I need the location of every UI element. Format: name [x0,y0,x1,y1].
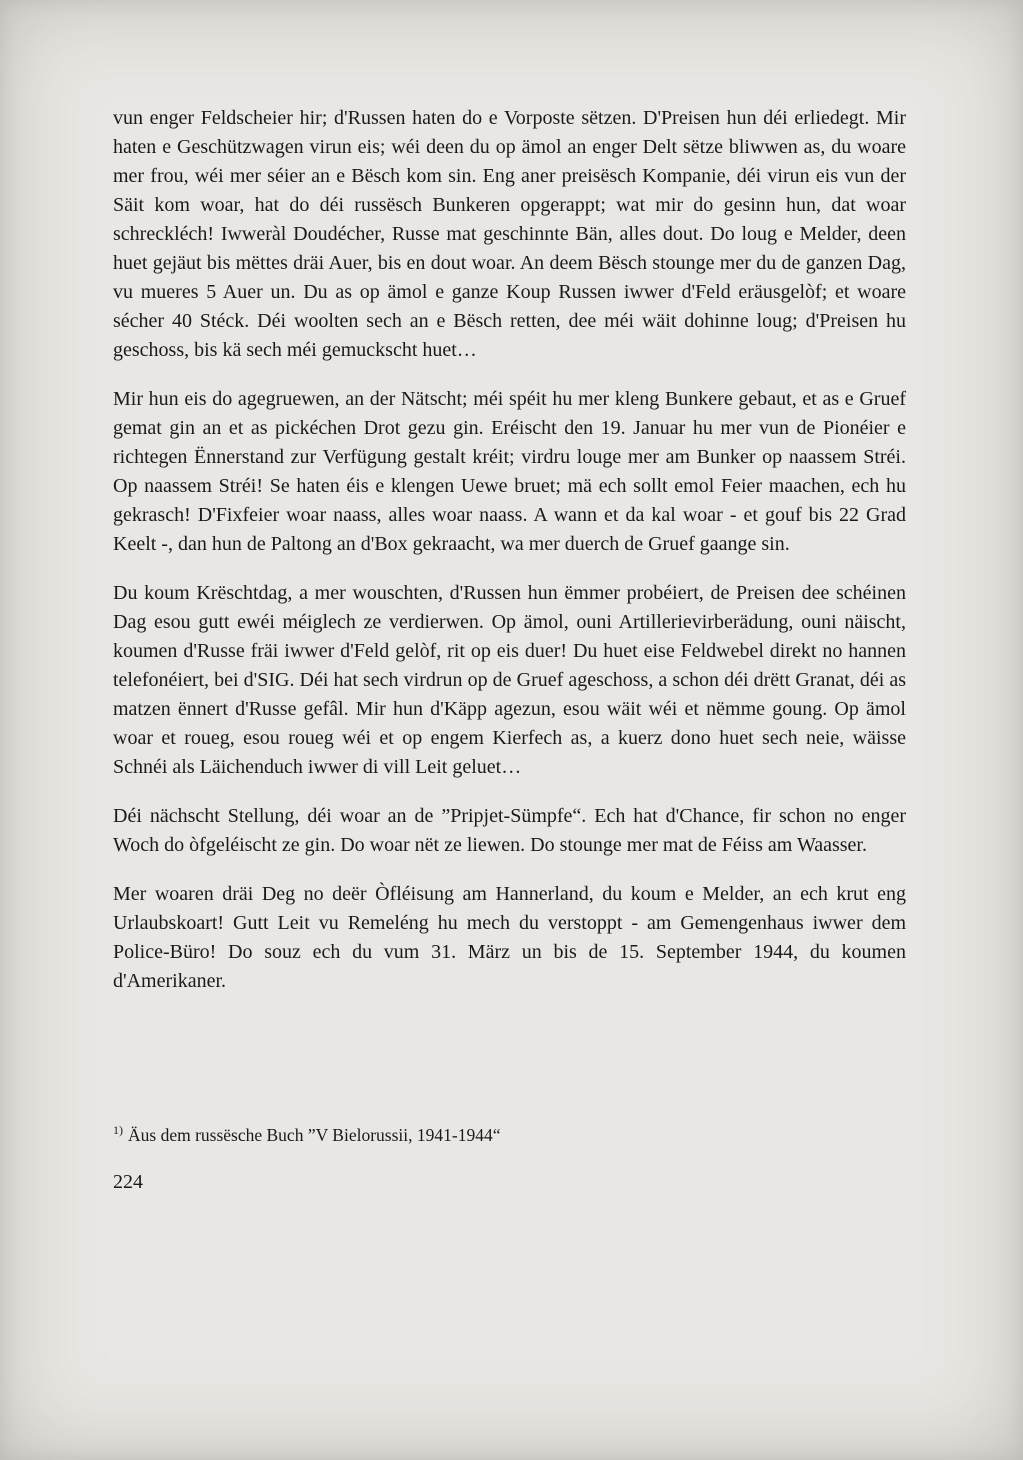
body-text [113,104,906,996]
page-number: 224 [113,1170,143,1193]
book-page [113,104,906,1194]
paragraph-2: Mir hun eis do agegruewen, an der Nätscht; méi spéit hu mer kleng Bunkere gebaut, et as e Gruef gemat gin an et as pickéchen Drot gezu gin. Eréischt den 19. Januar hu mer vun de Pionéier e richtegen Ënnerstand zur Verfügung gestalt kréit; virdru louge mer am Bunker op naassem Stréi. Op naassem Stréi! Se haten éis e klengen Uewe bruet; mä ech sollt emol Feier maachen, ech hu gekrasch! D'Fixfeier woar naass, alles woar naass. A wann et da kal woar - et gouf bis 22 Grad Keelt -, dan hun de Paltong an d'Box gekraacht, wa mer duerch de Gruef gaange sin. [113,388,906,555]
paragraph-4: Déi nächscht Stellung, déi woar an de ”Pripjet-Sümpfe“. Ech hat d'Chance, fir schon no enger Woch do òfgeléischt ze gin. Do woar nët ze liewen. Do stounge mer mat de Féiss am Waasser. [113,805,906,856]
footnote-marker: 1) [113,1123,123,1137]
footnote [113,1118,673,1147]
paragraph-3: Du koum Krëschtdag, a mer wouschten, d'Russen hun ëmmer probéiert, de Preisen dee schéinen Dag esou gutt ewéi méiglech ze verdierwen. Op ämol, ouni Artillerievirberädung, ouni näischt, koumen d'Russe fräi iwwer d'Feld gelòf, rit op eis duer! Du huet eise Feldwebel direkt no hannen telefonéiert, bei d'SIG. Déi hat sech virdrun op de Gruef ageschoss, a schon déi drëtt Granat, déi as matzen ënnert d'Russe gefâl. Mir hun d'Käpp agezun, esou wäit wéi et nëmme goung. Op ämol woar et roueg, esou roueg wéi et op engem Kierfech as, a kuerz dono huet sech neie, wäisse Schnéi als Läichenduch iwwer di vill Leit geluet… [113,582,906,778]
footnote-text: Äus dem russësche Buch ”V Bielorussii, 1941-1944“ [128,1124,501,1145]
paragraph-1: vun enger Feldscheier hir; d'Russen haten do e Vorposte sëtzen. D'Preisen hun déi erliedegt. Mir haten e Geschützwagen virun eis; wéi deen du op ämol an enger Delt sëtze bliwwen as, du woare mer frou, wéi mer séier an e Bësch kom sin. Eng aner preisësch Kompanie, déi virun eis vun der Säit kom woar, hat do déi russësch Bunkeren opgerappt; wat mir do gesinn hun, dat woar schreckléch! Iwweràl Doudécher, Russe mat geschinnte Bän, alles dout. Do loug e Melder, deen huet gejäut bis mëttes dräi Auer, bis en dout woar. An deem Bësch stounge mer du de ganzen Dag, vu mueres 5 Auer un. Du as op ämol e ganze Koup Russen iwwer d'Feld eräusgelòf; et woare sécher 40 Stéck. Déi woolten sech an e Bësch retten, dee méi wäit dohinne loug; d'Preisen hu geschoss, bis kä sech méi gemuckscht huet… [113,107,906,361]
paragraph-5: Mer woaren dräi Deg no deër Òfléisung am Hannerland, du koum e Melder, an ech krut eng Urlaubskoart! Gutt Leit vu Remeléng hu mech du verstoppt - am Gemengenhaus iwwer dem Police-Büro! Do souz ech du vum 31. März un bis de 15. September 1944, du koumen d'Amerikaner. [113,883,906,992]
